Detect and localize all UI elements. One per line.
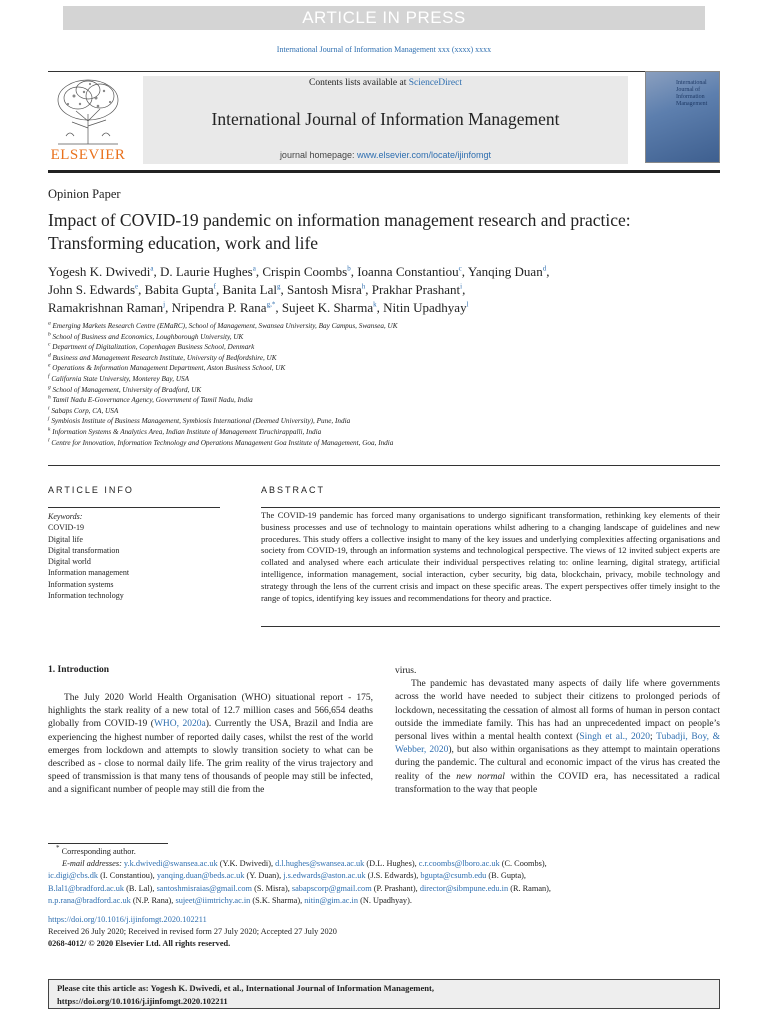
contents-prefix: Contents lists available at [308,78,409,88]
author[interactable]: Babita Gupta$^f$ [144,282,216,297]
affiliation: $^k$ Information Systems & Analytics Area, Indian Institute of Management Tiruchirappalli, India [48,426,322,436]
intro-column-right: virus. The pandemic has devastated many aspects of daily life where governments across the world have needed to subject their citizens to prolonged periods of lockdown, necessitating the cessation of almost all forms of human in person contact outside the immediate family. This has had an unprecedented impact on people’s personal lives within a mental health context (Singh et al., 2020; Tubadji, Boy, & Webber, 2020), but also within organisations as they attempt to maintain operations during the pandemic. The cultural and economic impact of the virus has created the reality of the new normal within the COVID era, has necessitated a radical transformation to the way that people [395,666,721,795]
keyword: Information management [48,568,130,578]
article-info-rule [48,507,220,508]
article-title: Impact of COVID-19 pandemic on information management research and practice: Transforming education, work and life [48,210,631,253]
journal-cover-thumbnail[interactable] [645,71,720,163]
author-list: Yogesh K. Dwivedi$^a$, D. Laurie Hughes$^a$, Crispin Coombs$^b$, Ioanna Constantiou$^c$, Yanqing Duan$^d$, John S. Edwards$^e$, Babita Gupta$^f$, Banita Lal$^g$, Santosh Misra$^h$, Prakhar Prashant$^i$, Ramakrishnan Raman$^j$, Nripendra P. Rana$^{g,*}$, Sujeet K. Sharma$^k$, Nitin Upadhyay$^l$ [48,264,550,315]
keywords-label: Keywords: [48,512,83,521]
header-thick-rule [48,170,720,173]
publisher-name: ELSEVIER [50,147,126,163]
email-link[interactable]: n.p.rana@bradford.ac.uk [48,895,131,905]
email-link[interactable]: c.r.coombs@lboro.ac.uk [418,859,500,869]
article-metadata [48,914,728,951]
homepage-link[interactable]: www.elsevier.com/locate/ijinfomgt [357,150,492,160]
journal-title: International Journal of Information Management [211,109,560,129]
abstract-text: The COVID-19 pandemic has forced many organisations to undergo significant transformation, rethinking key elements of their business processes and use of technology to maintain operations whilst adhering to a changing landscape of guidelines and new procedures. This study offers a collective insight to many of the key issues and underlying complexities affecting organisations and society from COVID-19, through an information systems and technological perspective. The views of 12 invited subject experts are collated and analysed where each articulate their individual perspectives relating to: online learning, digital strategy, artificial intelligence, information management, social interaction, cyber security, big data, blockchain, privacy, mobile technology and strategy through the lens of the current crisis and impact on these specific areas. The expert perspectives offer timely insight to the range of topics, identifying key issues and recommendations for theory and practice. [261,510,720,603]
cite-line-1: Please cite this article as: Yogesh K. Dwivedi, et al., International Journal of Information Management, [57,983,435,993]
email-link[interactable]: sabapscorp@gmail.com [291,883,372,893]
footnote-rule [48,843,168,844]
author[interactable]: Santosh Misra$^h$ [286,282,366,297]
affiliation: $^e$ Operations & Information Management Department, Aston Business School, UK [48,362,286,373]
author[interactable]: Crispin Coombs$^b$ [262,264,351,279]
footnotes [48,846,728,907]
elsevier-tree-icon [48,76,128,146]
affiliation-list [48,321,738,448]
author[interactable]: Ramakrishnan Raman$^j$ [48,300,166,315]
affiliation: $^f$ California State University, Monterey Bay, USA [48,373,189,383]
email-addresses-line: B.lal1@bradford.ac.uk (B. Lal), santoshmisraias@gmail.com (S. Misra), sabapscorp@gmail.com (P. Prashant), director@sibmpune.edu.in (R. Raman), [48,883,551,893]
citation-box [48,979,720,1009]
keywords-block [48,511,129,601]
affiliation: $^c$ Department of Digitalization, Copenhagen Business School, Denmark [48,341,255,352]
keyword: Digital life [48,534,83,544]
email-addresses: E-mail addresses: y.k.dwivedi@swansea.ac.uk (Y.K. Dwivedi), d.l.hughes@swansea.ac.uk (D.L. Hughes), c.r.coombs@lboro.ac.uk (C. Coombs), [62,859,547,869]
author[interactable]: Ioanna Constantiou$^c$ [357,264,462,279]
received-dates: Received 26 July 2020; Received in revised form 27 July 2020; Accepted 27 July 2020 [48,927,337,937]
author[interactable]: Yanqing Duan$^d$ [467,264,547,279]
journal-reference[interactable]: International Journal of Information Management xxx (xxxx) xxxx [276,45,492,54]
section-rule [48,465,720,466]
email-link[interactable]: nitin@gim.ac.in [304,895,358,905]
keyword: Digital world [48,557,91,567]
homepage-prefix: journal homepage: [279,150,357,160]
citation-link[interactable]: Tubadji, Boy, & Webber, 2020 [395,732,721,756]
email-link[interactable]: d.l.hughes@swansea.ac.uk [275,859,365,869]
email-link[interactable]: yanqing.duan@beds.ac.uk [156,871,245,881]
author[interactable]: Prakhar Prashant$^i$ [371,282,463,297]
author[interactable]: Nitin Upadhyay$^l$ [383,300,469,315]
elsevier-logo[interactable] [48,76,128,164]
email-link[interactable]: director@sibmpune.edu.in [419,883,509,893]
email-addresses-line: n.p.rana@bradford.ac.uk (N.P. Rana), sujeet@iimtrichy.ac.in (S.K. Sharma), nitin@gim.ac.in (N. Upadhyay). [48,895,412,905]
author[interactable]: John S. Edwards$^e$ [48,282,139,297]
keyword: Digital transformation [48,545,120,555]
email-link[interactable]: ic.digi@cbs.dk [48,871,99,881]
email-link[interactable]: santoshmisraias@gmail.com [156,883,253,893]
copyright: 0268-4012/ © 2020 Elsevier Ltd. All rights reserved. [48,939,231,949]
email-link[interactable]: B.lal1@bradford.ac.uk [48,883,125,893]
header-rule [48,71,720,72]
cover-text: International Journal of Information Management [676,80,708,107]
affiliation: $^d$ Business and Management Research Institute, University of Bedfordshire, UK [48,352,277,362]
author[interactable]: Banita Lal$^g$ [222,282,281,297]
author[interactable]: Nripendra P. Rana$^{g,*}$ [171,300,276,315]
affiliation: $^i$ Sabaps Corp, CA, USA [48,405,119,415]
author[interactable]: D. Laurie Hughes$^a$ [159,264,256,279]
journal-homepage-line [143,150,628,160]
email-link[interactable]: sujeet@iimtrichy.ac.in [175,895,251,905]
affiliation: $^g$ School of Management, University of Bradford, UK [48,384,202,394]
article-type: Opinion Paper [48,187,121,201]
keyword: COVID-19 [48,523,84,533]
contents-line [143,78,628,88]
citation-link[interactable]: WHO, 2020a [153,719,206,730]
sciencedirect-link[interactable]: ScienceDirect [408,78,462,88]
cite-line-2[interactable]: https://doi.org/10.1016/j.ijinfomgt.2020.102211 [57,995,228,1006]
affiliation: $^a$ Emerging Markets Research Centre (EMaRC), School of Management, Swansea University, Bay Campus, Swansea, UK [48,320,398,330]
affiliation: $^h$ Tamil Nadu E-Governance Agency, Government of Tamil Nadu, India [48,394,253,405]
email-link[interactable]: y.k.dwivedi@swansea.ac.uk [123,859,218,869]
author[interactable]: Yogesh K. Dwivedi$^a$ [48,264,154,279]
email-link[interactable]: bgupta@csumb.edu [420,871,487,881]
email-addresses-line: ic.digi@cbs.dk (I. Constantiou), yanqing.duan@beds.ac.uk (Y. Duan), j.s.edwards@aston.ac.uk (J.S. Edwards), bgupta@csumb.edu (B. Gupta), [48,871,526,881]
article-in-press-banner: ARTICLE IN PRESS [63,6,705,30]
intro-column-left: The July 2020 World Health Organisation (WHO) situational report - 175, highlights the stark reality of a new total of 12.7 million cases and 566,654 deaths globally from COVID-19 (WHO, 2020a). Currently the USA, Brazil and India are experiencing the highest number of reported daily cases, whilst the rest of the world emerges from lockdown and attempts to slowly transition society to what can be described as - close to normal daily life. The grim reality of the virus trajectory and speed of transmission is that many tens of thousands of people may still be infected, and a significant number of people may still die from the [48,693,374,796]
email-link[interactable]: j.s.edwards@aston.ac.uk [283,871,366,881]
article-info-heading: ARTICLE INFO [48,485,134,495]
affiliation: $^j$ Symbiosis Institute of Business Management, Symbiosis International (Deemed University), Pune, India [48,415,351,426]
abstract-heading: ABSTRACT [261,485,326,495]
doi-link[interactable]: https://doi.org/10.1016/j.ijinfomgt.2020.102211 [48,915,207,924]
citation-link[interactable]: Singh et al., 2020 [579,732,650,743]
corresponding-author-note: * Corresponding author. [56,844,136,856]
abstract-bottom-rule [261,626,720,627]
keyword: Information systems [48,579,114,589]
author[interactable]: Sujeet K. Sharma$^k$ [281,300,377,315]
journal-header-box [143,76,628,164]
abstract-rule [261,507,720,508]
affiliation: $^l$ Centre for Innovation, Information Technology and Operations Management Goa Institute of Management, Goa, India [48,437,394,447]
affiliation: $^b$ School of Business and Economics, Loughborough University, UK [48,331,244,341]
keyword: Information technology [48,591,124,601]
introduction-heading: 1. Introduction [48,665,110,675]
